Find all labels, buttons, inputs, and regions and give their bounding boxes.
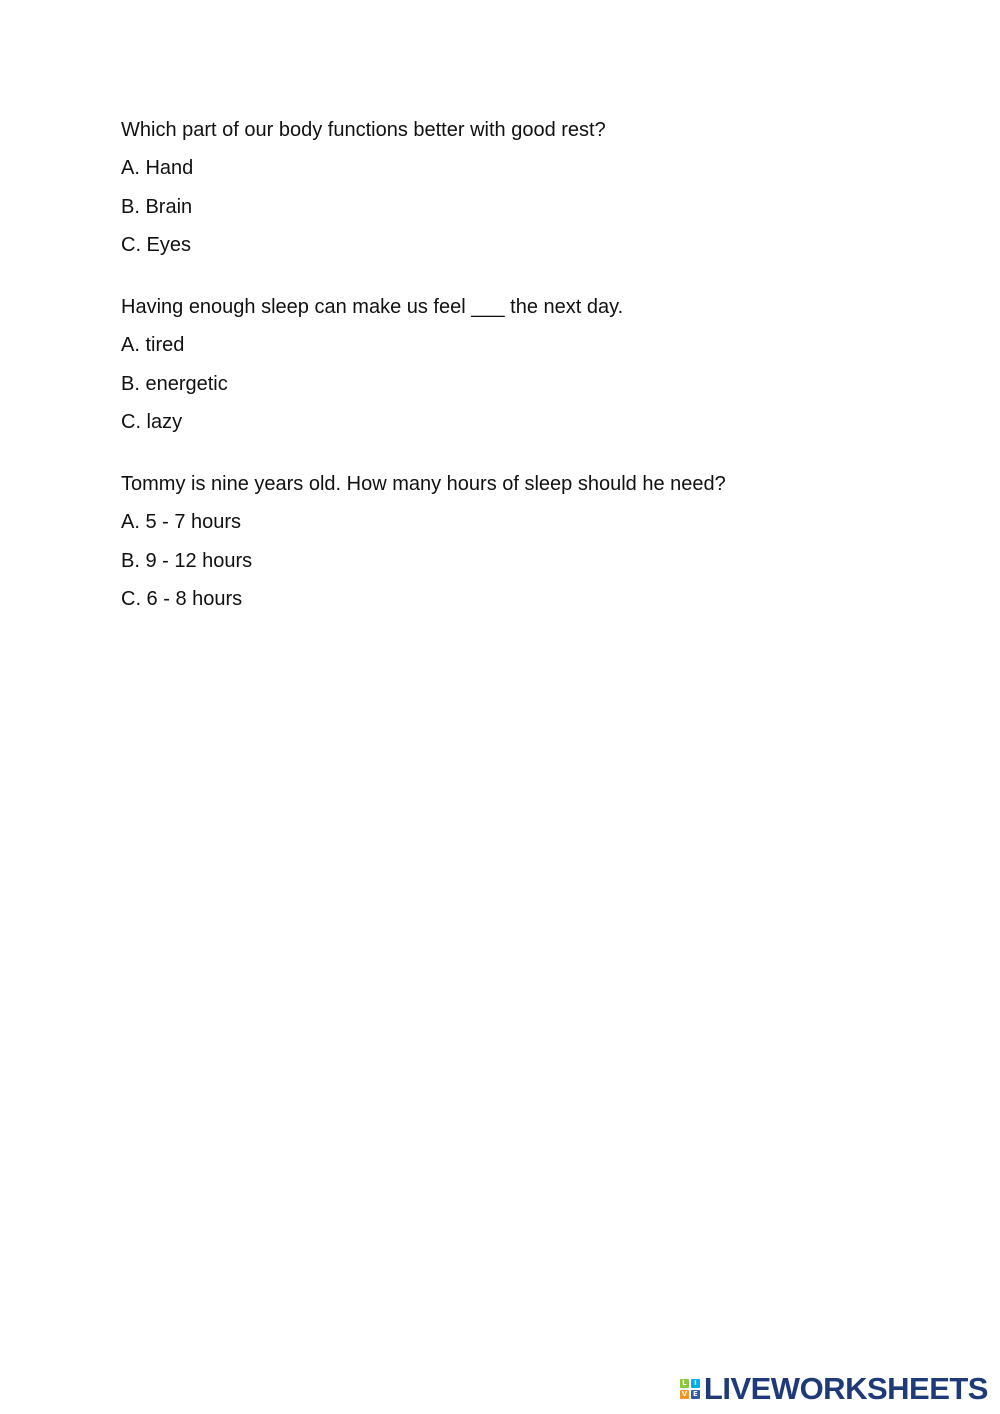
option-a[interactable]: A. Hand [121,157,194,179]
question-1 [121,118,941,257]
option-c[interactable]: C. lazy [121,411,183,433]
question-text: Having enough sleep can make us feel ___ the next day. [121,296,624,318]
options-list [121,156,941,257]
option-a[interactable]: A. 5 - 7 hours [121,511,242,533]
worksheet [121,118,941,649]
options-list [121,510,941,611]
option-a[interactable]: A. tired [121,334,185,356]
question-3 [121,472,941,611]
option-b[interactable]: B. energetic [121,372,228,395]
options-list [121,333,941,434]
option-c[interactable]: C. Eyes [121,234,192,256]
question-text: Tommy is nine years old. How many hours of sleep should he need? [121,473,726,495]
liveworksheets-logo-icon [680,1379,700,1399]
question-2 [121,295,941,434]
logo-square-e: E [691,1390,700,1399]
liveworksheets-logo-text: LIVEWORKSHEETS [703,1371,988,1406]
option-c[interactable]: C. 6 - 8 hours [121,588,243,610]
logo-square-v: V [681,1390,688,1398]
logo-square-l: L [680,1379,689,1388]
logo-square-i: I [691,1379,700,1388]
question-text: Which part of our body functions better with good rest? [121,119,606,141]
liveworksheets-logo [680,1371,988,1406]
option-b[interactable]: B. Brain [121,195,193,218]
option-b[interactable]: B. 9 - 12 hours [121,549,253,572]
